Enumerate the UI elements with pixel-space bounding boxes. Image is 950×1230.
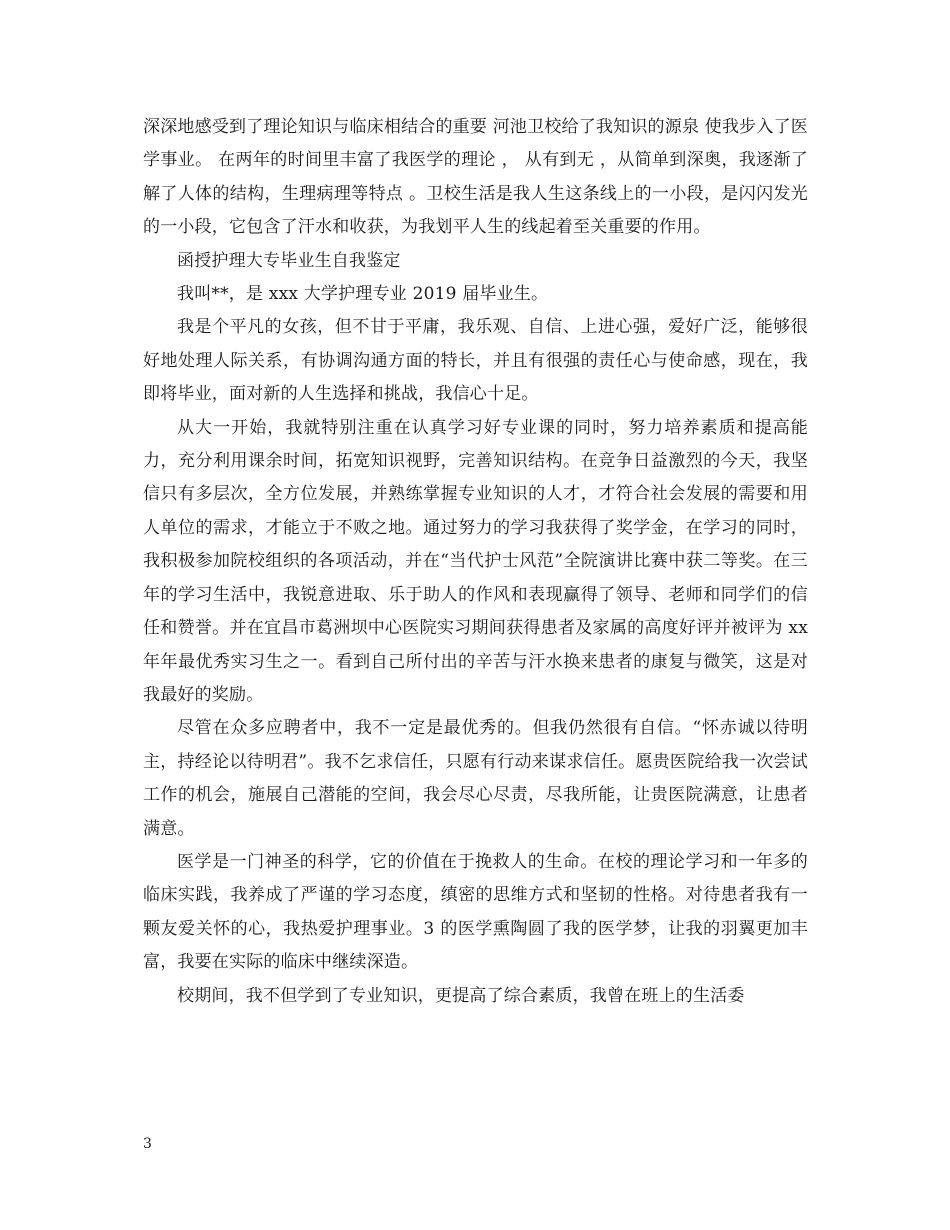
paragraph-school: 校期间，我不但学到了专业知识，更提高了综合素质，我曾在班上的生活委 — [177, 985, 745, 1006]
section-heading: 函授护理大专毕业生自我鉴定 — [177, 250, 401, 271]
page-number: 3 — [143, 1136, 152, 1152]
paragraph-medicine: 医学是一门神圣的科学，它的价值在于挽救人的生命。在校的理论学习和一年多的临床实践，我养成了严谨的学习态度，缜密的思维方式和坚韧的性格。对待患者我有一颗友爱关怀的心，我热爱护理事业。3 的医学熏陶圆了我的医学梦，让我的羽翼更加丰富，我要在实际的临床中继续深造。 — [143, 851, 808, 973]
paragraph-personality: 我是个平凡的女孩，但不甘于平庸，我乐观、自信、上进心强，爱好广泛，能够很好地处理人际关系，有协调沟通方面的特长，并且有很强的责任心与使命感，现在，我即将毕业，面对新的人生选择和挑战，我信心十足。 — [143, 317, 808, 405]
paragraph-intro: 我叫**，是 xxx 大学护理专业 2019 届毕业生。 — [177, 284, 549, 305]
paragraph-confidence: 尽管在众多应聘者中，我不一定是最优秀的。但我仍然很有自信。“怀赤诚以待明主，持经论以待明君”。我不乞求信任，只愿有行动来谋求信任。愿贵医院给我一次尝试工作的机会，施展自己潜能的空间，我会尽心尽责，尽我所能，让贵医院满意，让患者满意。 — [143, 718, 808, 839]
paragraph-1: 深深地感受到了理论知识与临床相结合的重要 河池卫校给了我知识的源泉 使我步入了医学事业。 在两年的时间里丰富了我医学的理论 ， 从有到无 ，从简单到深奥，我逐渐了解了人体的结构，生理病理等特点 。卫校生活是我人生这条线上的一小段，是闪闪发光的一小段，它包含了汗水和收获，为我划平人生的线起着至关重要的作用。 — [143, 117, 808, 238]
document-body — [143, 111, 808, 1013]
paragraph-study: 从大一开始，我就特别注重在认真学习好专业课的同时，努力培养素质和提高能力，充分利用课余时间，拓宽知识视野，完善知识结构。在竞争日益激烈的今天，我坚信只有多层次，全方位发展，并熟练掌握专业知识的人才，才符合社会发展的需要和用人单位的需求，才能立于不败之地。通过努力的学习我获得了奖学金，在学习的同时，我积极参加院校组织的各项活动，并在“当代护士风范”全院演讲比赛中获二等奖。在三年的学习生活中，我锐意进取、乐于助人的作风和表现赢得了领导、老师和同学们的信任和赞誉。并在宜昌市葛洲坝中心医院实习期间获得患者及家属的高度好评并被评为 xx 年年最优秀实习生之一。看到自己所付出的辛苦与汗水换来患者的康复与微笑，这是对我最好的奖励。 — [143, 417, 808, 705]
